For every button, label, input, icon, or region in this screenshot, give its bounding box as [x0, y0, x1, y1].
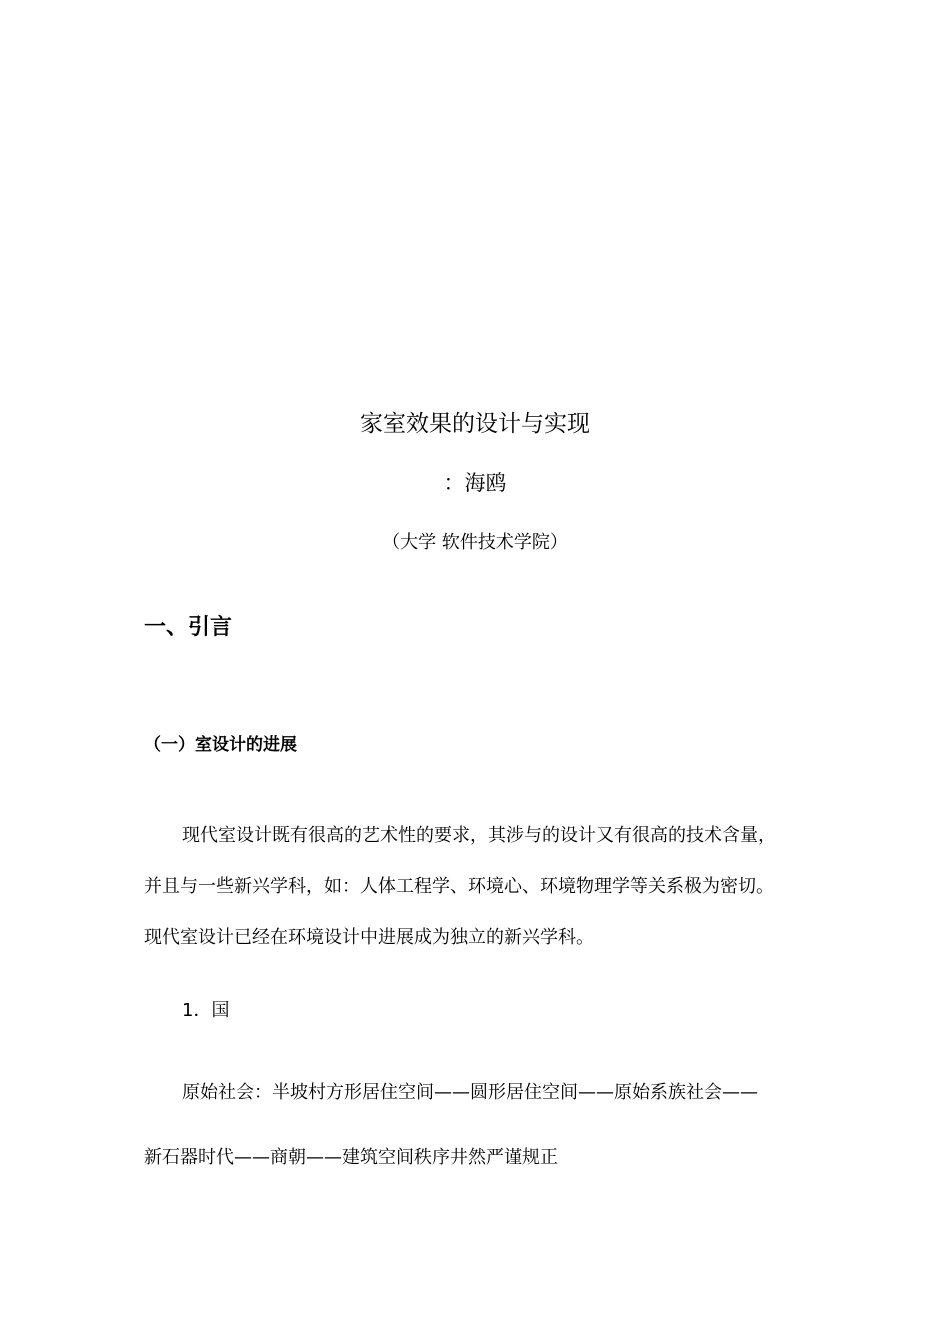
paragraph-2-line-2: 新石器时代——商朝——建筑空间秩序井然严谨规正: [144, 1147, 558, 1168]
affiliation-line: （大学 软件技术学院）: [382, 532, 568, 553]
paragraph-2-line-1: 原始社会：半坡村方形居住空间——圆形居住空间——原始系族社会——: [182, 1082, 758, 1103]
document-title: 家室效果的设计与实现: [360, 411, 590, 437]
paragraph-1-line-1: 现代室设计既有很高的艺术性的要求，其涉与的设计又有很高的技术含量，: [182, 825, 776, 846]
section-heading-introduction: 一、引言: [144, 615, 233, 640]
list-item-1: 1．国: [182, 1000, 230, 1021]
paragraph-1-line-3: 现代室设计已经在环境设计中进展成为独立的新兴学科。: [144, 927, 594, 948]
author-line: ：海鸥: [443, 471, 507, 495]
subsection-heading: （一）室设计的进展: [144, 735, 297, 755]
paragraph-1-line-2: 并且与一些新兴学科，如：人体工程学、环境心、环境物理学等关系极为密切。: [144, 876, 774, 897]
